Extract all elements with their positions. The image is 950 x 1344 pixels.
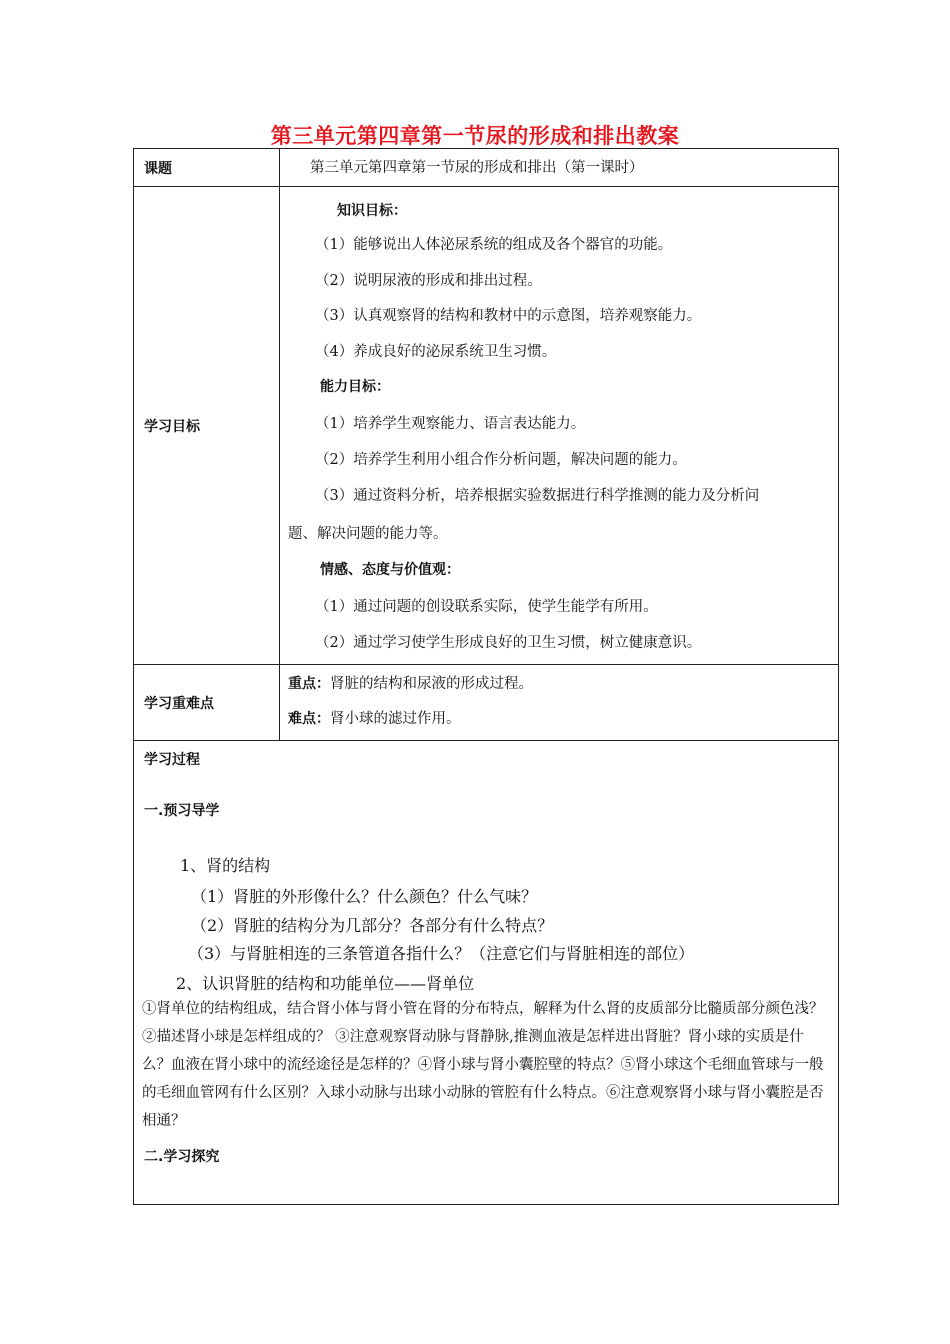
key-points-label: 学习重难点 bbox=[134, 665, 280, 740]
knowledge-item: （4）养成良好的泌尿系统卫生习惯。 bbox=[315, 344, 557, 360]
difficulty-line bbox=[288, 707, 461, 728]
nephron-heading: 2、认识肾脏的结构和功能单位——肾单位 bbox=[176, 974, 475, 993]
objectives-content bbox=[280, 187, 838, 664]
difficulty-text: 肾小球的滤过作用。 bbox=[330, 711, 461, 727]
topic-row bbox=[134, 149, 838, 187]
topic-value: 第三单元第四章第一节尿的形成和排出（第一课时） bbox=[310, 160, 644, 176]
emotion-item: （2）通过学习使学生形成良好的卫生习惯，树立健康意识。 bbox=[315, 635, 702, 651]
emotion-item: （1）通过问题的创设联系实际，使学生能学有所用。 bbox=[315, 599, 658, 615]
process-row bbox=[134, 741, 838, 1204]
knowledge-item: （2）说明尿液的形成和排出过程。 bbox=[315, 273, 542, 289]
ability-item-continued: 题、解决问题的能力等。 bbox=[288, 526, 448, 542]
section-heading-preview: 一.预习导学 bbox=[144, 803, 220, 819]
ability-item: （3）通过资料分析，培养根据实验数据进行科学推测的能力及分析问 bbox=[315, 488, 760, 504]
key-points-content bbox=[280, 665, 838, 740]
question-item: （2）肾脏的结构分为几部分？各部分有什么特点？ bbox=[191, 916, 554, 935]
ability-item: （1）培养学生观察能力、语言表达能力。 bbox=[315, 416, 586, 432]
knowledge-item: （1）能够说出人体泌尿系统的组成及各个器官的功能。 bbox=[315, 237, 673, 253]
knowledge-item: （3）认真观察肾的结构和教材中的示意图，培养观察能力。 bbox=[315, 308, 702, 324]
key-point-text: 肾脏的结构和尿液的形成过程。 bbox=[330, 676, 533, 692]
process-label: 学习过程 bbox=[144, 752, 200, 768]
emotion-heading: 情感、态度与价值观： bbox=[320, 562, 460, 578]
knowledge-heading: 知识目标： bbox=[337, 203, 407, 219]
topic-label: 课题 bbox=[134, 149, 280, 186]
objectives-label: 学习目标 bbox=[134, 187, 280, 664]
key-point-label: 重点： bbox=[288, 676, 330, 692]
section-heading-inquiry: 二.学习探究 bbox=[144, 1149, 220, 1165]
kidney-structure-heading: 1、肾的结构 bbox=[180, 856, 271, 875]
difficulty-label: 难点： bbox=[288, 711, 330, 727]
objectives-row bbox=[134, 187, 838, 665]
question-item: （1）肾脏的外形像什么？什么颜色？什么气味？ bbox=[191, 887, 538, 906]
document-title: 第三单元第四章第一节尿的形成和排出教案 bbox=[270, 124, 680, 148]
question-item: （3）与肾脏相连的三条管道各指什么？（注意它们与肾脏相连的部位） bbox=[188, 944, 695, 963]
ability-heading: 能力目标： bbox=[320, 379, 390, 395]
lesson-plan-table bbox=[133, 148, 839, 1205]
ability-item: （2）培养学生利用小组合作分析问题，解决问题的能力。 bbox=[315, 452, 687, 468]
key-point-line bbox=[288, 672, 533, 693]
key-points-row bbox=[134, 665, 838, 741]
nephron-questions-paragraph: ①肾单位的结构组成，结合肾小体与肾小管在肾的分布特点，解释为什么肾的皮质部分比髓质部分颜色浅？ ②描述肾小球是怎样组成的？ ③注意观察肾动脉与肾静脉,推测血液是怎样进出肾脏？肾小球的实质是什么？血液在肾小球中的流经途径是怎样的？④肾小球与肾小囊腔壁的特点？⑤肾小球这个毛细血管球与一般的毛细血管网有什么区别？入球小动脉与出球小动脉的管腔有什么特点。⑥注意观察肾小球与肾小囊腔是否相通？ bbox=[142, 1001, 824, 1129]
